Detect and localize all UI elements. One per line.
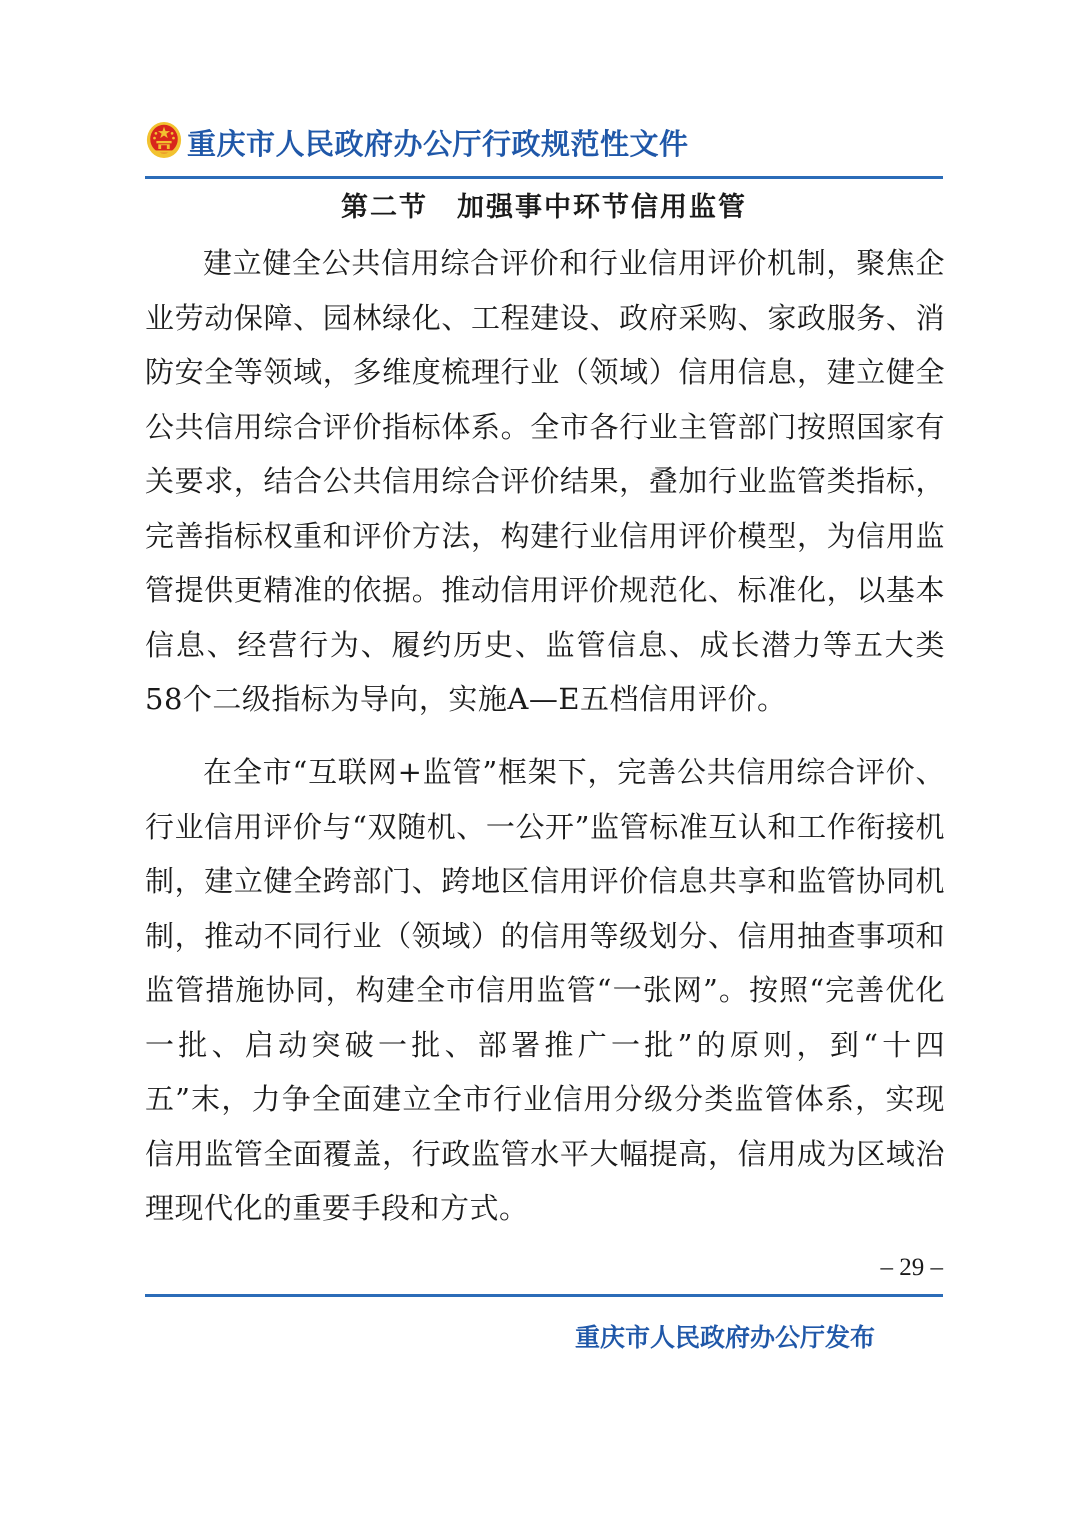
page-number: – 29 –	[880, 1254, 943, 1281]
body-paragraph: 在全市“互联网+监管”框架下，完善公共信用综合评价、行业信用评价与“双随机、一公开”监管标准互认和工作衔接机制，建立健全跨部门、跨地区信用评价信息共享和监管协同机制，推动不同行业（领域）的信用等级划分、信用抽查事项和监管措施协同，构建全市信用监管“一张网”。按照“完善优化一批、启动突破一批、部署推广一批”的原则，到“十四五”末，力争全面建立全市行业信用分级分类监管体系，实现信用监管全面覆盖，行政监管水平大幅提高，信用成为区域治理现代化的重要手段和方式。	[145, 755, 945, 1225]
footer-divider	[145, 1294, 943, 1297]
document-header-title: 重庆市人民政府办公厅行政规范性文件	[187, 127, 689, 161]
section-title: 第二节 加强事中环节信用监管	[341, 192, 747, 223]
body-paragraph: 建立健全公共信用综合评价和行业信用评价机制，聚焦企业劳动保障、园林绿化、工程建设、政府采购、家政服务、消防安全等领域，多维度梳理行业（领域）信用信息，建立健全公共信用综合评价指标体系。全市各行业主管部门按照国家有关要求，结合公共信用综合评价结果，叠加行业监管类指标，完善指标权重和评价方法，构建行业信用评价模型，为信用监管提供更精准的依据。推动信用评价规范化、标准化，以基本信息、经营行为、履约历史、监管信息、成长潜力等五大类58个二级指标为导向，实施A—E五档信用评价。	[145, 246, 945, 716]
national-emblem-icon	[145, 120, 183, 160]
footer-publisher: 重庆市人民政府办公厅发布	[575, 1323, 876, 1352]
header-divider	[145, 176, 943, 179]
document-header	[145, 118, 945, 166]
